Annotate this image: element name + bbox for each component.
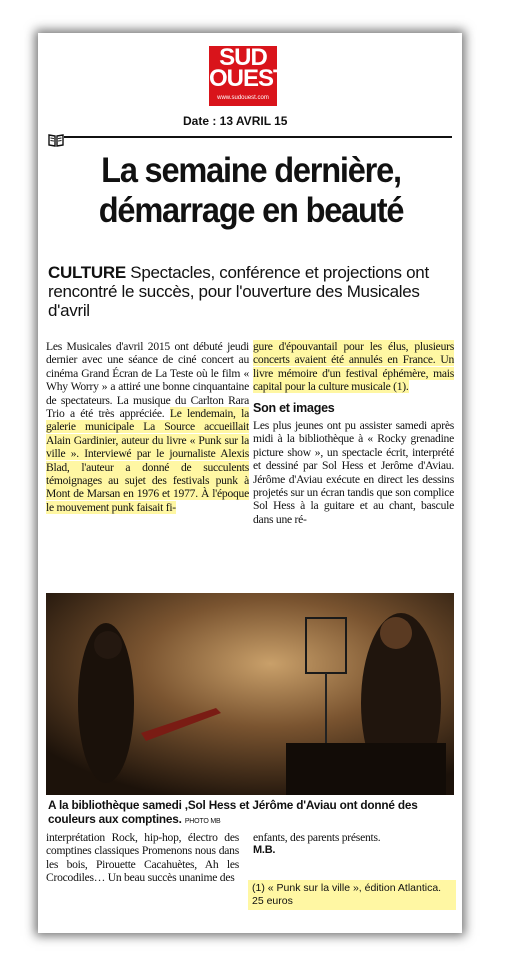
sud-ouest-logo xyxy=(209,44,287,106)
article-lede xyxy=(48,263,453,320)
clipping-date: Date : 13 AVRIL 15 xyxy=(183,114,288,128)
headline-line-2: démarrage en beauté xyxy=(98,191,404,230)
col1-highlighted-text: Le lendemain, la galerie municipale La Source accueillait Alain Gardinier, auteur du livre « Punk sur la ville ». Interviewé par le journaliste Alexis Blad, l'auteur a donné de succulents témoignages au sujet des festivals punk à Mont de Marsan en 1976 et 1977. À l'époque le mouvement punk faisait fi- xyxy=(46,407,249,514)
lede-text: Spectacles, conférence et projections ont rencontré le succès, pour l'ouverture des Musicales d'avril xyxy=(48,263,429,320)
bottom-col1-text: interprétation Rock, hip-hop, électro des comptines classiques Promenons nous dans les bois, Pirouette Cacahuètes, Ah les Crocodiles… Un beau succès unanime des xyxy=(46,831,239,885)
bottom-column-1 xyxy=(46,831,239,885)
photo-caption xyxy=(48,798,452,829)
section-kicker: CULTURE xyxy=(48,263,126,282)
newspaper-clipping xyxy=(38,33,462,933)
text-column-1 xyxy=(46,340,249,514)
bottom-col2-text: enfants, des parents présents. xyxy=(253,831,381,844)
concert-photo xyxy=(46,593,454,795)
photo-credit: PHOTO MB xyxy=(184,818,221,825)
footnote: (1) « Punk sur la ville », édition Atlantica. 25 euros xyxy=(248,880,456,910)
subhead: Son et images xyxy=(253,400,335,415)
logo-url: www.sudouest.com xyxy=(217,95,269,101)
caption-text: A la bibliothèque samedi ,Sol Hess et Jérôme d'Aviau ont donné des couleurs aux comptines. xyxy=(48,798,418,826)
text-column-2 xyxy=(253,340,454,526)
headline-line-1: La semaine dernière, xyxy=(101,151,401,190)
col2-paragraph: Les plus jeunes ont pu assister samedi après midi à la bibliothèque à « Rocky grenadine picture show », un spectacle écrit, interprété et dessiné par Sol Hess et Jerôme d'Aviau. Jérôme d'Aviau exécute en direct les dessins projetés sur un écran tandis que son complice Sol Hess à la guitare et au chant, bascule dans une ré- xyxy=(253,419,454,526)
article-headline xyxy=(60,151,441,231)
open-book-icon xyxy=(48,133,64,147)
logo-line-2: OUEST xyxy=(209,65,287,92)
col1-paragraph: Les Musicales d'avril 2015 ont débuté jeudi dernier avec une séance de ciné concert au cinéma Grand Écran de La Teste où le film « Why Worry » a attiré une bonne cinquantaine de spectateurs. La musique du Carlton Rara Trio a été très appréciée. xyxy=(46,340,249,421)
col2-highlighted-text: gure d'épouvantail pour les élus, plusieurs concerts avaient été annulés en France. Un livre mémoire d'un festival éphémère, mais capital pour la culture musicale (1). xyxy=(253,340,454,394)
header-rule xyxy=(48,136,452,138)
author-signature: M.B. xyxy=(253,844,276,857)
bottom-column-2 xyxy=(253,831,454,858)
logo-line-1: SUD xyxy=(219,44,267,71)
